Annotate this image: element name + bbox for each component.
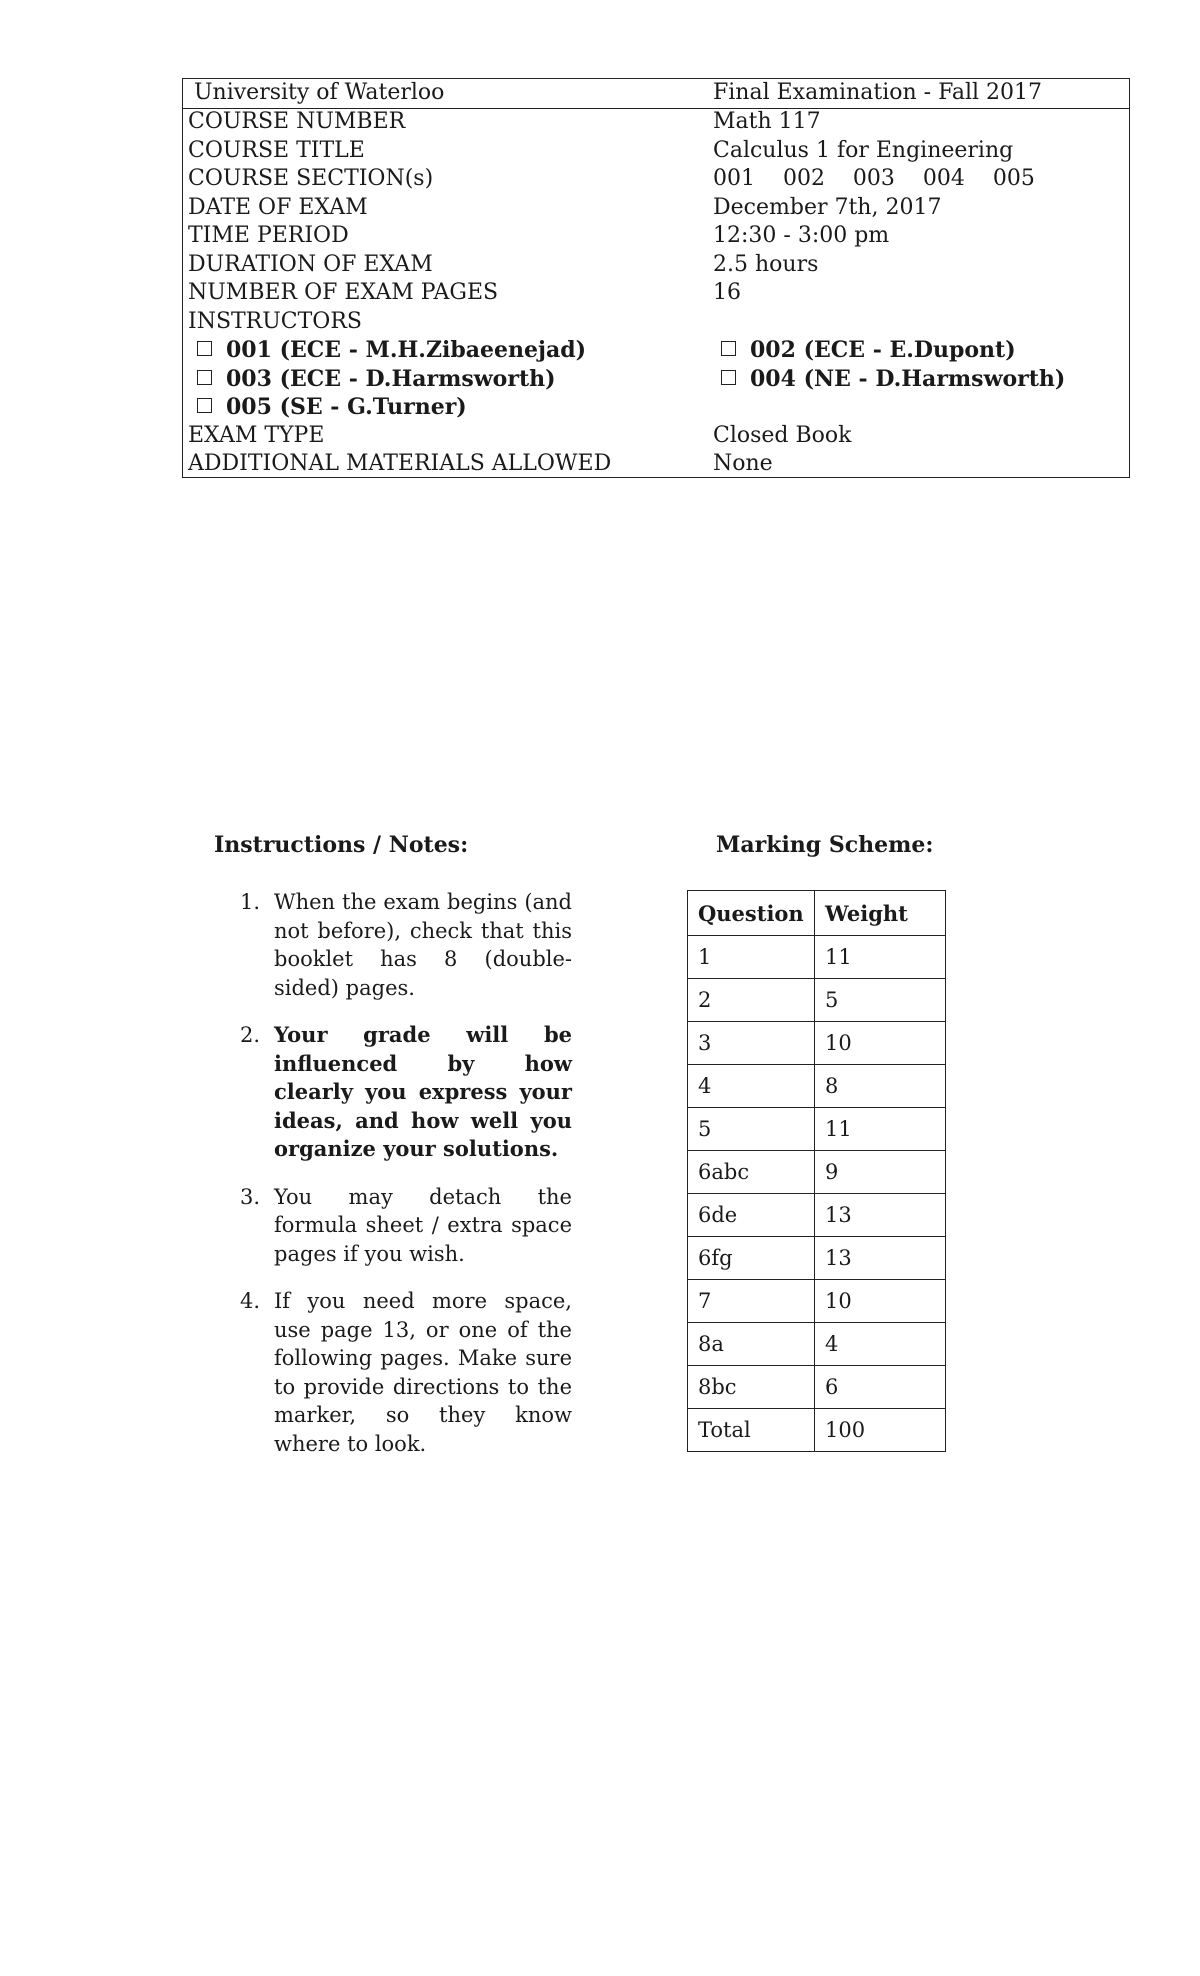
info-value: December 7th, 2017 [713, 194, 942, 220]
question-cell: 8bc [688, 1366, 815, 1409]
info-label: DURATION OF EXAM [188, 251, 433, 277]
info-value: Calculus 1 for Engineering [713, 137, 1014, 163]
table-row [688, 1323, 946, 1366]
question-cell: 1 [688, 936, 815, 979]
info-label: DATE OF EXAM [188, 194, 368, 220]
weight-cell: 10 [815, 1022, 946, 1065]
instruction-item [240, 888, 572, 1002]
question-cell: 5 [688, 1108, 815, 1151]
info-label: TIME PERIOD [188, 223, 349, 248]
info-row [183, 137, 1129, 165]
weight-cell: 13 [815, 1237, 946, 1280]
item-number: 2. [240, 1023, 261, 1047]
weight-cell: 11 [815, 936, 946, 979]
info-value: 16 [713, 280, 741, 305]
exam-title: Final Examination - Fall 2017 [713, 80, 1043, 105]
question-cell: 2 [688, 979, 815, 1022]
instructors-row [183, 308, 1129, 336]
table-row [688, 1151, 946, 1194]
checkbox[interactable] [721, 341, 736, 356]
instructor-row [183, 336, 1129, 364]
question-cell: 8a [688, 1323, 815, 1366]
table-row [688, 1108, 946, 1151]
weight-cell: 5 [815, 979, 946, 1022]
info-row [183, 165, 1129, 193]
info-row [183, 422, 1129, 450]
table-row [688, 1280, 946, 1323]
info-row [183, 279, 1129, 307]
info-label: COURSE TITLE [188, 137, 365, 163]
weight-cell: 4 [815, 1323, 946, 1366]
column-header-question: Question [688, 891, 815, 936]
table-row [688, 1022, 946, 1065]
info-value: 001 002 003 004 005 [713, 166, 1035, 191]
info-row [183, 108, 1129, 136]
item-text: When the exam begins (and not before), check that this booklet has 8 (double-sided) pages. [274, 890, 572, 1000]
instructors-label: INSTRUCTORS [188, 308, 362, 334]
checkbox[interactable] [197, 370, 212, 385]
instructor-label: 003 (ECE - D.Harmsworth) [226, 365, 556, 392]
info-row [183, 251, 1129, 279]
weight-cell: 6 [815, 1366, 946, 1409]
instructor-label: 005 (SE - G.Turner) [226, 394, 467, 420]
instructor-option[interactable] [721, 365, 1065, 393]
marking-scheme-table [687, 890, 946, 1452]
weight-cell: 10 [815, 1280, 946, 1323]
question-cell: 6de [688, 1194, 815, 1237]
question-cell: Total [688, 1409, 815, 1452]
table-header-row [688, 891, 946, 936]
table-row [688, 979, 946, 1022]
info-row [183, 450, 1129, 478]
table-row [688, 1194, 946, 1237]
question-cell: 6abc [688, 1151, 815, 1194]
item-number: 1. [240, 890, 261, 914]
question-cell: 3 [688, 1022, 815, 1065]
marking-scheme-heading: Marking Scheme: [716, 832, 934, 858]
instructor-option[interactable] [721, 336, 1016, 364]
materials-label: ADDITIONAL MATERIALS ALLOWED [188, 451, 612, 476]
weight-cell: 13 [815, 1194, 946, 1237]
checkbox[interactable] [197, 398, 212, 413]
item-text: If you need more space, use page 13, or one of the following pages. Make sure to provide directions to the marker, so they know where to look. [274, 1289, 572, 1456]
exam-type-label: EXAM TYPE [188, 422, 325, 448]
instructions-list [240, 888, 572, 1477]
checkbox[interactable] [197, 341, 212, 356]
info-label: NUMBER OF EXAM PAGES [188, 280, 499, 305]
info-label: COURSE NUMBER [188, 109, 406, 134]
item-number: 4. [240, 1289, 261, 1313]
question-cell: 7 [688, 1280, 815, 1323]
question-cell: 4 [688, 1065, 815, 1108]
table-row [688, 936, 946, 979]
item-text: Your grade will be influenced by how clearly you express your ideas, and how well you organize your solutions. [274, 1022, 572, 1161]
weight-cell: 9 [815, 1151, 946, 1194]
instructor-row [183, 365, 1129, 393]
table-row [688, 1366, 946, 1409]
table-row-total [688, 1409, 946, 1452]
university-name: University of Waterloo [194, 80, 445, 105]
info-row [183, 194, 1129, 222]
info-label: COURSE SECTION(s) [188, 166, 434, 191]
column-header-weight: Weight [815, 891, 946, 936]
weight-cell: 100 [815, 1409, 946, 1452]
exam-type-value: Closed Book [713, 422, 852, 448]
instructor-option[interactable] [197, 336, 586, 364]
item-text: You may detach the formula sheet / extra space pages if you wish. [274, 1184, 572, 1266]
table-row [688, 1065, 946, 1108]
instructor-row [183, 393, 1129, 421]
instructor-option[interactable] [197, 365, 556, 393]
instructor-label: 004 (NE - D.Harmsworth) [750, 365, 1066, 392]
info-value: Math 117 [713, 109, 821, 134]
instruction-item [240, 1021, 572, 1164]
table-row [688, 1237, 946, 1280]
instruction-item [240, 1287, 572, 1458]
weight-cell: 8 [815, 1065, 946, 1108]
materials-value: None [713, 451, 773, 476]
instructor-label: 002 (ECE - E.Dupont) [750, 337, 1016, 363]
instruction-item [240, 1183, 572, 1269]
checkbox[interactable] [721, 370, 736, 385]
weight-cell: 11 [815, 1108, 946, 1151]
info-value: 12:30 - 3:00 pm [713, 223, 890, 248]
info-row [183, 222, 1129, 250]
exam-info-box [182, 78, 1130, 478]
instructor-option[interactable] [197, 393, 467, 421]
instructions-heading: Instructions / Notes: [214, 832, 469, 858]
instructor-label: 001 (ECE - M.H.Zibaeenejad) [226, 337, 586, 363]
item-number: 3. [240, 1184, 261, 1209]
question-cell: 6fg [688, 1237, 815, 1280]
exam-info-header-row [183, 79, 1129, 109]
info-value: 2.5 hours [713, 251, 819, 277]
